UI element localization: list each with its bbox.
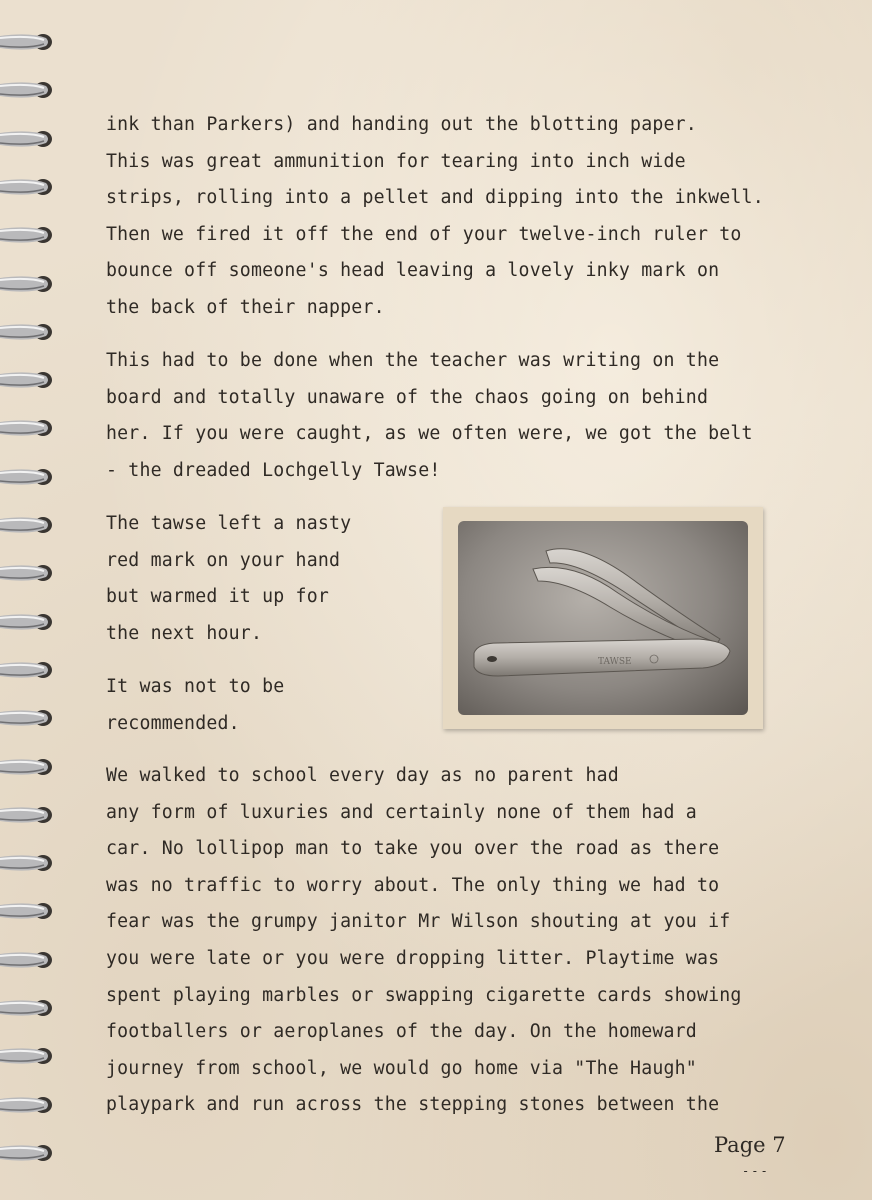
photo-image <box>458 521 748 715</box>
text-line: The tawse left a nasty <box>106 513 352 534</box>
text-line: the next hour. <box>106 622 263 644</box>
binding-ring-icon <box>0 127 58 151</box>
text-line: car. No lollipop man to take you over the road as there <box>106 838 720 860</box>
binding-ring-icon <box>0 272 58 296</box>
binding-ring-icon <box>0 755 58 779</box>
text-line: board and totally unaware of the chaos going on behind <box>106 386 709 408</box>
binding-ring-icon <box>0 30 58 54</box>
text-line: recommended. <box>106 712 240 734</box>
paragraph-1 <box>106 107 764 327</box>
binding-ring-icon <box>0 948 58 972</box>
paragraph-2 <box>106 343 753 489</box>
binding-ring-icon <box>0 706 58 730</box>
text-line: fear was the grumpy janitor Mr Wilson shouting at you if <box>106 911 731 933</box>
text-line: This had to be done when the teacher was writing on the <box>106 350 720 371</box>
page-number: Page 7 <box>714 1133 786 1157</box>
binding-ring-icon <box>0 1093 58 1117</box>
binding-ring-icon <box>0 899 58 923</box>
spiral-binding <box>0 0 60 1200</box>
paragraph-4 <box>106 669 284 742</box>
binding-ring-icon <box>0 368 58 392</box>
binding-ring-icon <box>0 78 58 102</box>
text-line: spent playing marbles or swapping cigarette cards showing <box>106 984 742 1006</box>
text-line: footballers or aeroplanes of the day. On the homeward <box>106 1021 697 1043</box>
page-number-mark: --- <box>742 1164 770 1178</box>
binding-ring-icon <box>0 223 58 247</box>
text-line: - the dreaded Lochgelly Tawse! <box>106 459 441 481</box>
binding-ring-icon <box>0 561 58 585</box>
tawse-strap-image <box>458 521 748 715</box>
text-line: the back of their napper. <box>106 296 385 318</box>
text-line: was no traffic to worry about. The only thing we had to <box>106 874 720 896</box>
binding-ring-icon <box>0 803 58 827</box>
text-line: Then we fired it off the end of your twelve-inch ruler to <box>106 223 742 245</box>
binding-ring-icon <box>0 175 58 199</box>
text-line: journey from school, we would go home via "The Haugh" <box>106 1057 697 1079</box>
paragraph-5 <box>106 758 742 1124</box>
binding-ring-icon <box>0 513 58 537</box>
text-line: red mark on your hand <box>106 549 341 571</box>
paragraph-3 <box>106 506 351 652</box>
text-line: any form of luxuries and certainly none of them had a <box>106 801 697 823</box>
text-line: playpark and run across the stepping stones between the <box>106 1094 720 1116</box>
text-line: strips, rolling into a pellet and dipping into the inkwell. <box>106 187 764 209</box>
binding-ring-icon <box>0 658 58 682</box>
text-line: This was great ammunition for tearing into inch wide <box>106 150 686 172</box>
binding-ring-icon <box>0 1044 58 1068</box>
text-line: her. If you were caught, as we often were, we got the belt <box>106 423 753 445</box>
text-line: but warmed it up for <box>106 586 329 608</box>
binding-ring-icon <box>0 1141 58 1165</box>
tawse-photo <box>443 507 763 729</box>
text-line: We walked to school every day as no parent had <box>106 765 619 786</box>
binding-ring-icon <box>0 996 58 1020</box>
text-line: It was not to be <box>106 676 285 697</box>
binding-ring-icon <box>0 320 58 344</box>
text-line: ink than Parkers) and handing out the blotting paper. <box>106 114 697 135</box>
text-line: you were late or you were dropping litter. Playtime was <box>106 947 720 969</box>
binding-ring-icon <box>0 610 58 634</box>
binding-ring-icon <box>0 851 58 875</box>
text-line: bounce off someone's head leaving a lovely inky mark on <box>106 260 720 282</box>
binding-ring-icon <box>0 465 58 489</box>
tawse-stamp: TAWSE <box>598 657 632 667</box>
binding-ring-icon <box>0 416 58 440</box>
